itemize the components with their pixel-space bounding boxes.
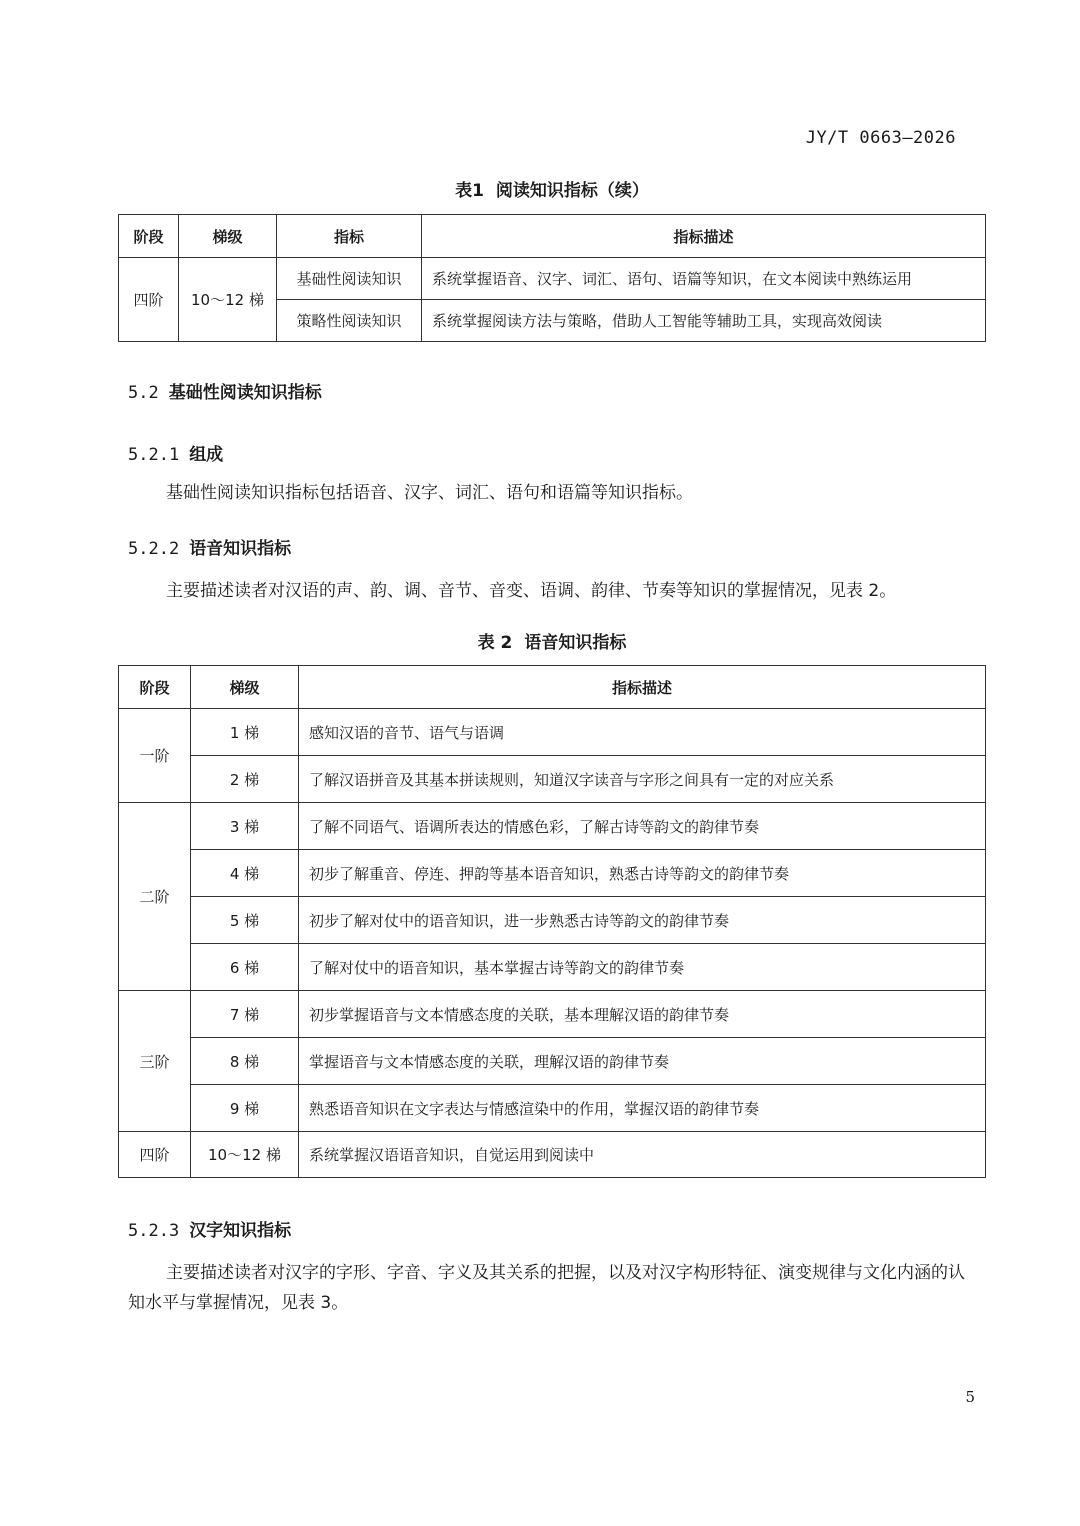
table2-stage-cell: 一阶: [119, 709, 191, 803]
table2-description-cell: 初步了解重音、停连、押韵等基本语音知识，熟悉古诗等韵文的韵律节奏: [299, 850, 986, 897]
table2-level-cell: 10～12 梯: [191, 1132, 299, 1178]
table-row: [119, 1132, 986, 1178]
section-number: 5.2: [128, 383, 159, 403]
table2-description-cell: 了解不同语气、语调所表达的情感色彩，了解古诗等韵文的韵律节奏: [299, 803, 986, 850]
table-row: [119, 944, 986, 991]
table1: [118, 214, 986, 342]
table1-description-cell: 系统掌握语音、汉字、词汇、语句、语篇等知识，在文本阅读中熟练运用: [422, 258, 986, 300]
table2-level-cell: 1 梯: [191, 709, 299, 756]
section-5-2-1-heading: [128, 440, 223, 465]
table1-description-cell: 系统掌握阅读方法与策略，借助人工智能等辅助工具，实现高效阅读: [422, 300, 986, 342]
table2-stage-cell: 三阶: [119, 991, 191, 1132]
table2-caption-title: 语音知识指标: [524, 633, 627, 653]
section-title: 基础性阅读知识指标: [168, 383, 322, 403]
table2-level-cell: 4 梯: [191, 850, 299, 897]
section-5-2-heading: [128, 378, 322, 403]
table-row: [119, 991, 986, 1038]
table1-header-stage: 阶段: [119, 215, 179, 258]
section-title: 汉字知识指标: [189, 1221, 292, 1241]
table-row: [119, 850, 986, 897]
table2-caption-label: 表 2: [477, 633, 513, 653]
table1-header-description: 指标描述: [422, 215, 986, 258]
table2-description-cell: 系统掌握汉语语音知识，自觉运用到阅读中: [299, 1132, 986, 1178]
table-row: [119, 258, 986, 300]
section-5-2-3-paragraph: 主要描述读者对汉字的字形、字音、字义及其关系的把握，以及对汉字构形特征、演变规律与文化内涵的认知水平与掌握情况，见表 3。: [128, 1263, 965, 1313]
table2-stage-cell: 四阶: [119, 1132, 191, 1178]
section-number: 5.2.3: [128, 1221, 180, 1241]
table2-level-cell: 6 梯: [191, 944, 299, 991]
section-5-2-3-heading: [128, 1216, 291, 1241]
table1-level-cell: 10～12 梯: [179, 258, 277, 342]
section-number: 5.2.2: [128, 539, 180, 559]
table-row: [119, 756, 986, 803]
table1-header-indicator: 指标: [277, 215, 422, 258]
page-number: 5: [965, 1388, 975, 1406]
table2-header-description: 指标描述: [299, 666, 986, 709]
section-5-2-2-heading: [128, 534, 291, 559]
table1-caption: [0, 176, 1080, 201]
table1-indicator-cell: 策略性阅读知识: [277, 300, 422, 342]
table-header-row: [119, 666, 986, 709]
table2-description-cell: 初步掌握语音与文本情感态度的关联，基本理解汉语的韵律节奏: [299, 991, 986, 1038]
table2-stage-cell: 二阶: [119, 803, 191, 991]
table2-level-cell: 5 梯: [191, 897, 299, 944]
table2-level-cell: 8 梯: [191, 1038, 299, 1085]
table-header-row: [119, 215, 986, 258]
table2-description-cell: 了解对仗中的语音知识，基本掌握古诗等韵文的韵律节奏: [299, 944, 986, 991]
table2: [118, 665, 986, 1178]
table2-description-cell: 了解汉语拼音及其基本拼读规则，知道汉字读音与字形之间具有一定的对应关系: [299, 756, 986, 803]
table-row: [119, 1038, 986, 1085]
table2-description-cell: 感知汉语的音节、语气与语调: [299, 709, 986, 756]
table2-description-cell: 熟悉语音知识在文字表达与情感渲染中的作用，掌握汉语的韵律节奏: [299, 1085, 986, 1132]
table1-stage-cell: 四阶: [119, 258, 179, 342]
table2-level-cell: 3 梯: [191, 803, 299, 850]
table-row: [119, 803, 986, 850]
table2-description-cell: 初步了解对仗中的语音知识，进一步熟悉古诗等韵文的韵律节奏: [299, 897, 986, 944]
table-row: [119, 897, 986, 944]
table-row: [119, 1085, 986, 1132]
table2-level-cell: 2 梯: [191, 756, 299, 803]
section-5-2-1-paragraph: 基础性阅读知识指标包括语音、汉字、词汇、语句和语篇等知识指标。: [166, 483, 693, 503]
table2-description-cell: 掌握语音与文本情感态度的关联，理解汉语的韵律节奏: [299, 1038, 986, 1085]
table2-level-cell: 9 梯: [191, 1085, 299, 1132]
section-number: 5.2.1: [128, 445, 180, 465]
table2-header-stage: 阶段: [119, 666, 191, 709]
table2-caption: [0, 628, 1080, 653]
table2-level-cell: 7 梯: [191, 991, 299, 1038]
table1-caption-label: 表1: [455, 181, 484, 201]
table1-header-level: 梯级: [179, 215, 277, 258]
table2-header-level: 梯级: [191, 666, 299, 709]
table1-caption-title: 阅读知识指标（续）: [495, 181, 649, 201]
section-title: 语音知识指标: [189, 539, 292, 559]
section-5-2-2-paragraph: 主要描述读者对汉语的声、韵、调、音节、音变、语调、韵律、节奏等知识的掌握情况，见表 2。: [166, 581, 897, 601]
table-row: [119, 709, 986, 756]
table1-indicator-cell: 基础性阅读知识: [277, 258, 422, 300]
standard-code: JY/T 0663—2026: [805, 128, 956, 148]
section-title: 组成: [189, 445, 224, 465]
